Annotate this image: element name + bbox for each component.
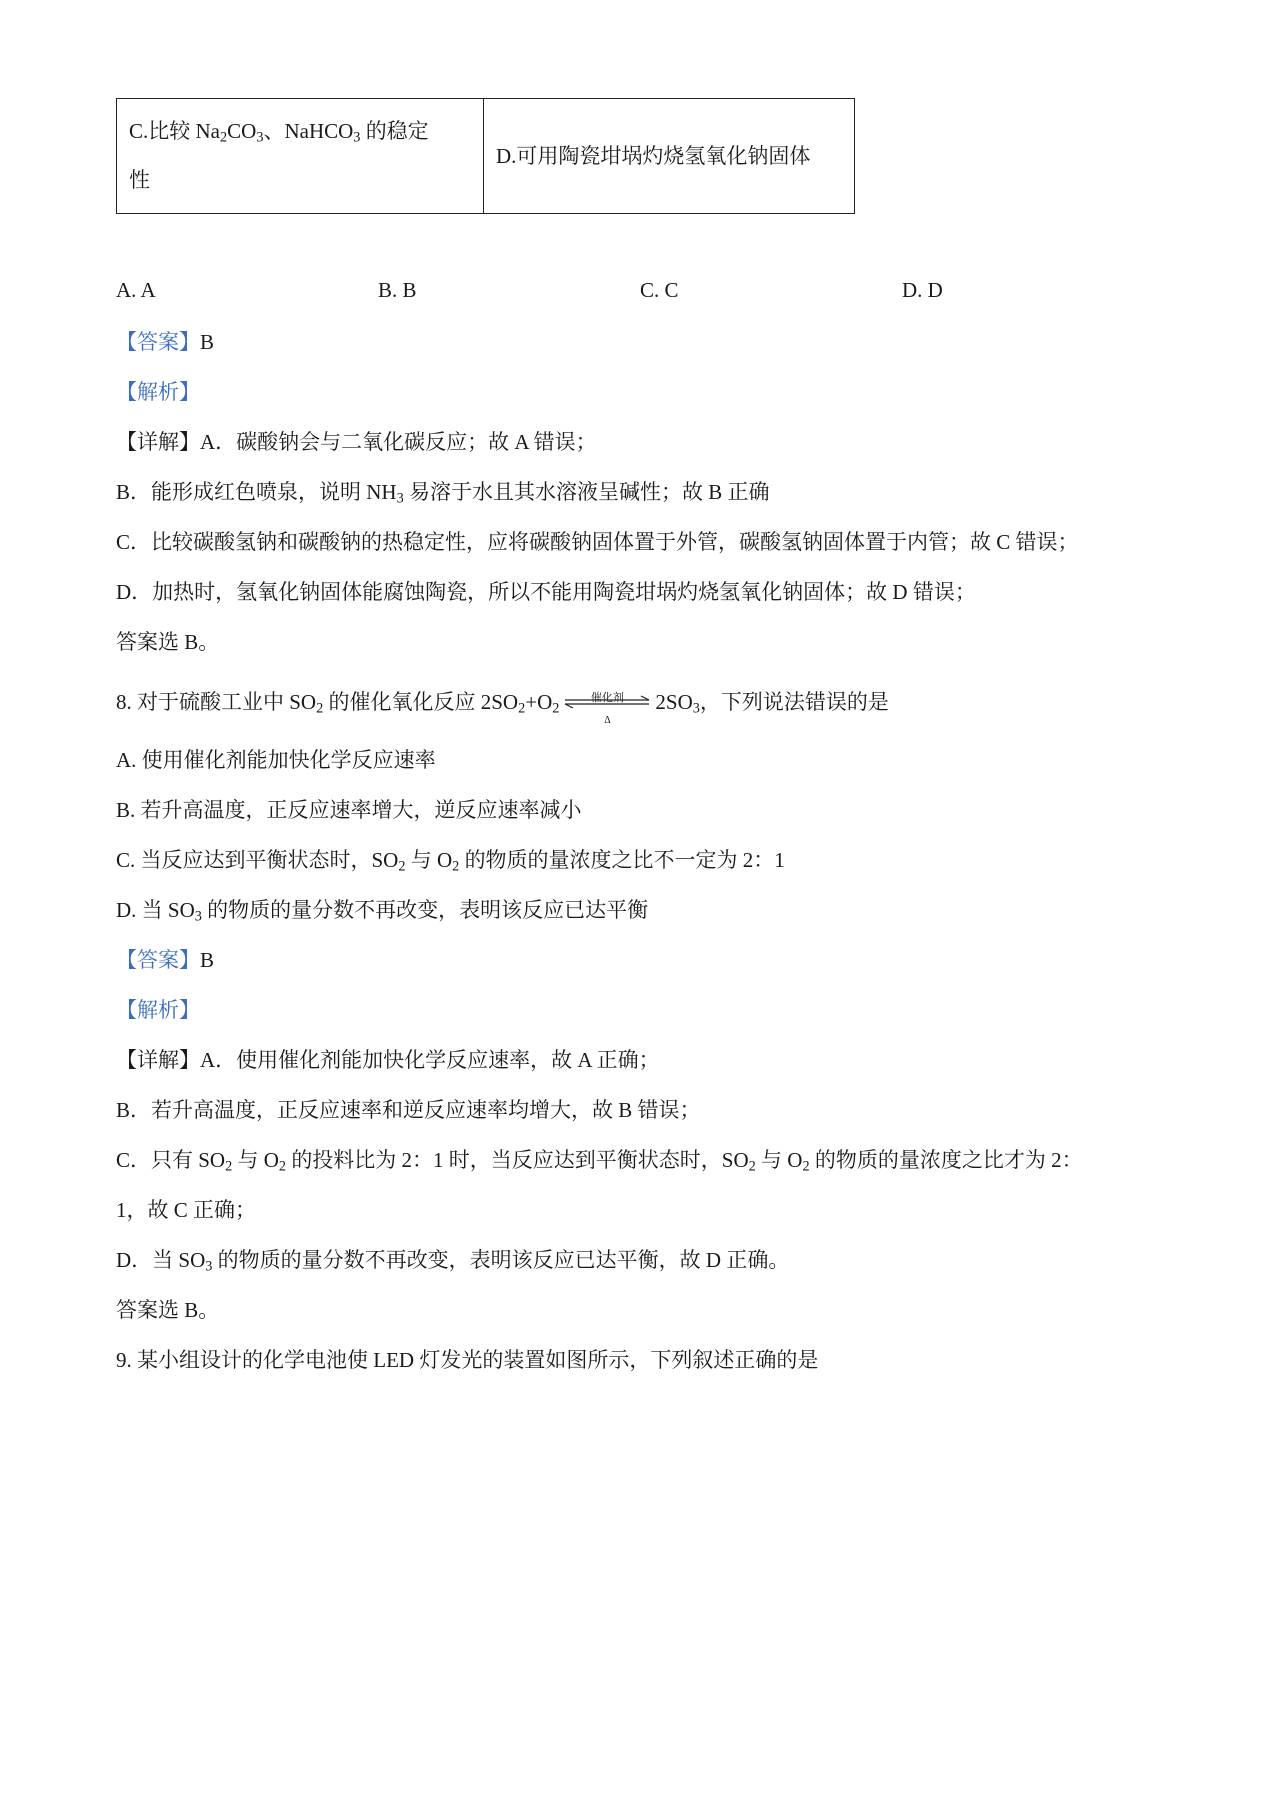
choice-d: D. D bbox=[902, 278, 943, 302]
q7-answer bbox=[116, 328, 214, 356]
q8-option-c: C. 当反应达到平衡状态时，$SO_2$ 与 $O_2$ 的物质的量浓度之比不一定为 2：1 bbox=[116, 848, 785, 875]
answer-tag: 【答案】 bbox=[116, 948, 200, 972]
choice-c: C. C bbox=[640, 278, 679, 302]
options-table bbox=[116, 98, 855, 214]
q8-option-d: D. 当 $SO_3$ 的物质的量分数不再改变，表明该反应已达平衡 bbox=[116, 898, 649, 925]
q8-detail-b: B．若升高温度，正反应速率和逆反应速率均增大，故 B 错误； bbox=[116, 1098, 701, 1122]
q7-analysis-tag: 【解析】 bbox=[116, 380, 200, 404]
choice-b: B. B bbox=[378, 278, 417, 302]
answer-value: B bbox=[200, 948, 215, 972]
catalyst-label: 催化剂 bbox=[590, 692, 624, 704]
q8-detail-c-line1: C．只有 $SO_2$ 与 $O_2$ 的投料比为 2：1 时，当反应达到平衡状态时，$SO_2$ 与 $O_2$ 的物质的量浓度之比才为 2： bbox=[116, 1148, 1083, 1175]
q7-conclusion: 答案选 B。 bbox=[116, 630, 220, 654]
q7-detail-a: 【详解】A．碳酸钠会与二氧化碳反应；故 A 错误； bbox=[116, 430, 597, 454]
choice-a: A. A bbox=[116, 278, 156, 302]
q8-detail-d: D．当 $SO_3$ 的物质的量分数不再改变，表明该反应已达平衡，故 D 正确。 bbox=[116, 1248, 790, 1275]
q8-detail-a: 【详解】A．使用催化剂能加快化学反应速率，故 A 正确； bbox=[116, 1048, 660, 1072]
heat-label: Δ bbox=[604, 715, 611, 726]
q7-detail-d: D．加热时，氢氧化钠固体能腐蚀陶瓷，所以不能用陶瓷坩埚灼烧氢氧化钠固体；故 D 错误； bbox=[116, 580, 976, 604]
q7-detail-c: C．比较碳酸氢钠和碳酸钠的热稳定性，应将碳酸钠固体置于外管，碳酸氢钠固体置于内管；故 C 错误； bbox=[116, 530, 1079, 554]
q8-option-b: B. 若升高温度，正反应速率增大，逆反应速率减小 bbox=[116, 798, 582, 822]
table-cell-c: C.比较 $Na_2CO_3$、NaHCO$_3$ 的稳定 性 bbox=[117, 99, 484, 214]
table-cell-d: D.可用陶瓷坩埚灼烧氢氧化钠固体 bbox=[484, 99, 855, 214]
q8-stem: 8. 对于硫酸工业中 $SO_2$ 的催化氧化反应 $2SO_2+O_2$ 催化剂 Δ $2SO_3$，下列说法错误的是 bbox=[116, 688, 889, 716]
q9-stem: 9. 某小组设计的化学电池使 LED 灯发光的装置如图所示，下列叙述正确的是 bbox=[116, 1348, 819, 1372]
q8-analysis-tag: 【解析】 bbox=[116, 998, 200, 1022]
answer-tag: 【答案】 bbox=[116, 330, 200, 354]
q8-option-a: A. 使用催化剂能加快化学反应速率 bbox=[116, 748, 436, 772]
equilibrium-arrow bbox=[561, 688, 653, 726]
q7-detail-b: B．能形成红色喷泉，说明 $NH_3$ 易溶于水且其水溶液呈碱性；故 B 正确 bbox=[116, 480, 770, 507]
answer-value: B bbox=[200, 330, 215, 354]
q8-answer bbox=[116, 946, 214, 974]
q8-conclusion: 答案选 B。 bbox=[116, 1298, 220, 1322]
q8-detail-c-line2: 1，故 C 正确； bbox=[116, 1198, 257, 1222]
